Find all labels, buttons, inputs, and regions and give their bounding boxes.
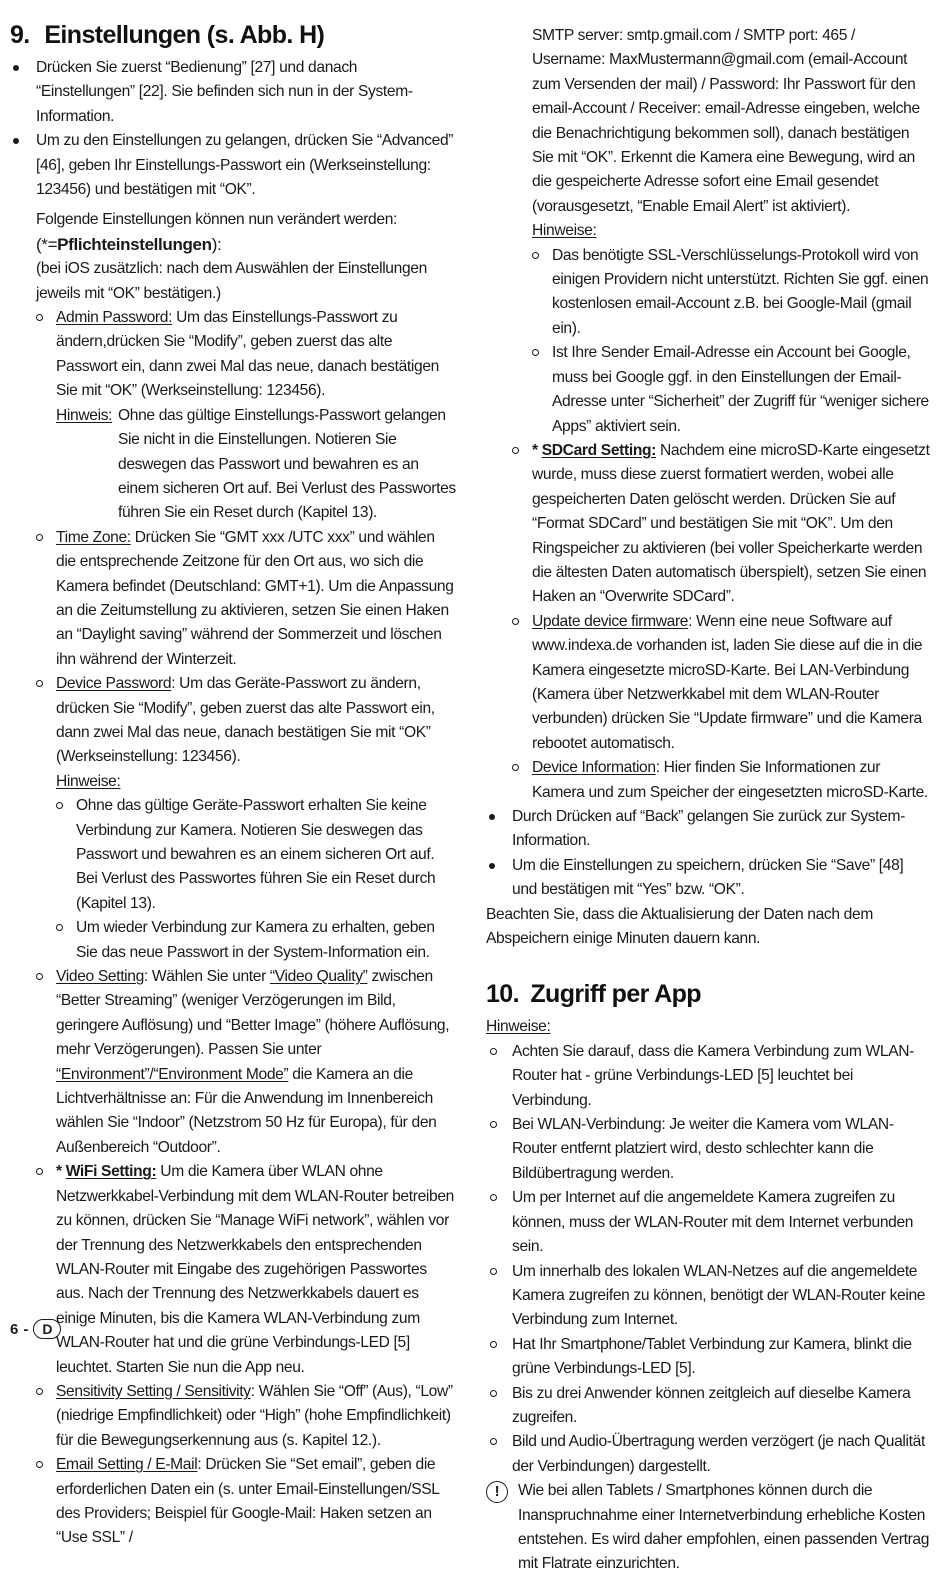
setting-label: Device Information — [532, 759, 656, 777]
device-hint: Um wieder Verbindung zur Kamera zu erhalten, geben Sie das neue Passwort in der System-Information ein. — [10, 916, 456, 965]
hint-text: Ohne das gültige Einstellungs-Passwort gelangen Sie nicht in die Einstellungen. Notieren Sie deswegen das Passwort und bewahren es an einem sicheren Ort auf. Bei Verlust des Passwortes führen Sie ein Reset durch (Kapitel 13). — [118, 406, 456, 522]
hint-label: Hinweis: — [56, 406, 113, 424]
app-hint: Bis zu drei Anwender können zeitgleich auf dieselbe Kamera zugreifen. — [486, 1382, 931, 1431]
cost-warning — [486, 1479, 931, 1577]
section-10-heading — [486, 979, 931, 1009]
email-hint: Ist Ihre Sender Email-Adresse ein Account bei Google, muss bei Google ggf. in den Einstellungen der Email-Adresse unter “Sicherheit” der Zugriff für “weniger sichere Apps” aktiviert sein. — [486, 341, 931, 439]
intro-text: Folgende Einstellungen können nun verändert werden: — [36, 211, 397, 229]
setting-label: Update device firmware — [532, 612, 689, 630]
setting-text: Um das Einstellungs-Passwort zu ändern,drücken Sie “Modify”, geben zuerst das alte Passwort ein, dann zwei Mal das neue, danach bestätigen Sie mit “OK” (Werkseinstellung: 123456). — [56, 309, 439, 400]
setting-wifi — [10, 1160, 456, 1380]
step-bullet: Durch Drücken auf “Back” gelangen Sie zurück zur System-Information. — [486, 805, 931, 854]
setting-time-zone — [10, 526, 456, 672]
setting-text: die Kamera an die Lichtverhältnisse an: Für die Anwendung im Innenbereich wählen Sie “Indoor” (Netzstrom 50 Hz für Europa), für den Außenbereich “Outdoor”. — [56, 1065, 437, 1156]
setting-text: : Um das Geräte-Passwort zu ändern, drücken Sie “Modify”, geben zuerst das alte Passwort ein, dann zwei Mal das neue, danach bestätigen Sie mit “OK” (Werkseinstellung: 123456). — [56, 675, 435, 766]
setting-admin-password — [10, 306, 456, 404]
app-hint: Bei WLAN-Verbindung: Je weiter die Kamera vom WLAN-Router entfernt platziert wird, desto schlechter kann die Bildübertragung werden. — [486, 1113, 931, 1186]
mandatory-star: * — [56, 1163, 66, 1181]
setting-device-info — [486, 756, 931, 805]
setting-sdcard — [486, 439, 931, 610]
warning-text: Wie bei allen Tablets / Smartphones können durch die Inanspruchnahme einer Internetverbindung erhebliche Kosten entstehen. Es wird daher empfohlen, einen passenden Vertrag mit Flatrate einzurichten. — [518, 1482, 930, 1573]
footer-dash: - — [23, 1320, 29, 1338]
step-bullet: Um die Einstellungen zu speichern, drücken Sie “Save” [48] und bestätigen mit “Yes” bzw. “OK”. — [486, 854, 931, 903]
setting-sensitivity — [10, 1380, 456, 1453]
mandatory-star: * — [532, 441, 542, 459]
environment-option: “Environment”/“Environment Mode” — [56, 1065, 289, 1083]
setting-label: Admin Password: — [56, 309, 173, 327]
right-column — [486, 20, 931, 1577]
legend-bold: Pflichteinstellungen — [57, 234, 212, 254]
section-title: Zugriff per App — [530, 980, 701, 1009]
setting-text: Um die Kamera über WLAN ohne Netzwerkkabel-Verbindung mit dem WLAN-Router betreiben zu können, drücken Sie “Manage WiFi network”, wählen vor der Trennung des Netzwerkkabels den entsprechenden WLAN-Router mit Eingabe des zugehörigen Passwortes aus. Nach der Trennung des Netzwerkkabels dauert es einige Minuten, bis die Kamera WLAN-Verbindung zum WLAN-Router hat und die grüne Verbindungs-LED [5] leuchtet. Starten Sie nun die App neu. — [56, 1163, 454, 1376]
app-hint: Um per Internet auf die angemeldete Kamera zugreifen zu können, muss der WLAN-Router mit dem Internet verbunden sein. — [486, 1186, 931, 1259]
hints-label: Hinweise: — [486, 1018, 551, 1036]
setting-text: : Wählen Sie unter — [143, 968, 270, 986]
admin-hint — [10, 404, 456, 526]
section-9-heading — [10, 20, 456, 50]
device-hint: Ohne das gültige Geräte-Passwort erhalten Sie keine Verbindung zur Kamera. Notieren Sie deswegen das Passwort und bewahren es an einem sicheren Ort auf. Bei Verlust des Passwortes führen Sie ein Reset durch (Kapitel 13). — [10, 794, 456, 916]
setting-label: WiFi Setting: — [65, 1163, 157, 1181]
setting-text: zwischen “Better Streaming” (weniger Verzögerungen im Bild, geringere Auflösung) und “Better Image” (höhere Auflösung, mehr Verzögerungen). Passen Sie unter — [56, 968, 450, 1059]
setting-text: Drücken Sie “GMT xxx /UTC xxx” und wählen die entsprechende Zeitzone für den Ort aus, wo sich die Kamera befindet (Deutschland: GMT+1). Um die Anpassung an die Zeitumstellung zu aktivieren, setzen Sie einen Haken an “Daylight saving” während der Sommerzeit und löschen ihn während der Winterzeit. — [56, 528, 454, 668]
email-hint: Das benötigte SSL-Verschlüsselungs-Protokoll wird von einigen Providern nicht unterstützt. Richten Sie ggf. einen kostenlosen email-Account z.B. bei Google-Mail (gmail ein). — [486, 244, 931, 342]
section-number: 10. — [486, 980, 519, 1009]
app-hint: Bild und Audio-Übertragung werden verzögert (je nach Qualität der Verbindungen) dargestellt. — [486, 1430, 931, 1479]
setting-text: : Hier finden Sie Informationen zur Kamera und zum Speicher der eingesetzten microSD-Karte. — [532, 759, 928, 801]
video-quality-option: “Video Quality” — [269, 968, 368, 986]
app-hint: Um innerhalb des lokalen WLAN-Netzes auf die angemeldete Kamera zugreifen zu können, benötigt der WLAN-Router keine Verbindung zum Internet. — [486, 1260, 931, 1333]
email-continued: SMTP server: smtp.gmail.com / SMTP port: 465 / Username: MaxMustermann@gmail.com (email-Account zum Versenden der mail) / Password: Ihr Passwort für den email-Account / Receiver: email-Adresse eingeben, welche die Benachrichtigung bekommen soll), danach bestätigen Sie mit “OK”. Erkennt die Kamera eine Bewegung, wird an die gespeicherte Adresse sofort eine Email gesendet (vorausgesetzt, “Enable Email Alert” ist aktiviert). — [532, 27, 920, 215]
legend-suffix: ): — [211, 234, 222, 254]
setting-text: : Drücken Sie “Set email”, geben die erforderlichen Daten ein (s. unter Email-Einstellungen/SSL des Providers; Beispiel für Google-Mail: Haken setzen an “Use SSL” / — [56, 1456, 440, 1547]
section-title: Einstellungen (s. Abb. H) — [44, 21, 325, 49]
setting-label: SDCard Setting: — [541, 441, 657, 459]
setting-label: Email Setting / E-Mail — [56, 1456, 198, 1474]
app-hint: Achten Sie darauf, dass die Kamera Verbindung zum WLAN-Router hat - grüne Verbindungs-LED [5] leuchtet bei Verbindung. — [486, 1040, 931, 1113]
hints-label: Hinweise: — [56, 772, 121, 790]
setting-label: Time Zone: — [56, 528, 131, 546]
page-number: 6 — [10, 1320, 19, 1338]
language-badge: D — [33, 1319, 61, 1339]
setting-label: Sensitivity Setting / Sensitivity — [56, 1382, 251, 1400]
hints-label: Hinweise: — [532, 222, 597, 240]
setting-device-password — [10, 672, 456, 770]
warning-icon: ! — [486, 1481, 508, 1503]
left-column — [10, 20, 456, 1551]
app-hint: Hat Ihr Smartphone/Tablet Verbindung zur Kamera, blinkt die grüne Verbindungs-LED [5]. — [486, 1333, 931, 1382]
setting-label: Video Setting — [56, 968, 144, 986]
setting-video — [10, 965, 456, 1160]
legend-prefix: (*= — [36, 234, 58, 254]
setting-text: Nachdem eine microSD-Karte eingesetzt wurde, muss diese zuerst formatiert werden, wobei alle gespeicherten Daten gelöscht werden. Drücken Sie auf “Format SDCard” und bestätigen Sie mit “OK”. Um den Ringspeicher zu aktivieren (bei voller Speicherkarte werden die ältesten Daten automatisch überspielt), setzen Sie einen Haken an “Overwrite SDCard”. — [532, 441, 930, 606]
update-note: Beachten Sie, dass die Aktualisierung der Daten nach dem Abspeichern einige Minuten dauern kann. — [486, 905, 873, 948]
ios-note: (bei iOS zusätzlich: nach dem Auswählen der Einstellungen jeweils mit “OK” bestätigen.) — [36, 260, 427, 302]
page-footer — [10, 1319, 61, 1339]
setting-text: : Wenn eine neue Software auf www.indexa.de vorhanden ist, laden Sie diese auf die in die Kamera eingesetzte microSD-Karte. Bei LAN-Verbindung (Kamera über Netzwerkkabel mit dem WLAN-Router verbunden) drücken Sie “Update firmware” und die Kamera rebootet automatisch. — [532, 612, 923, 752]
setting-email — [10, 1453, 456, 1551]
step-bullet: Um zu den Einstellungen zu gelangen, drücken Sie “Advanced” [46], geben Ihr Einstellungs-Passwort ein (Werkseinstellung: 123456) und bestätigen mit “OK”. — [10, 129, 456, 202]
step-bullet: Drücken Sie zuerst “Bedienung” [27] und danach “Einstellungen” [22]. Sie befinden sich nun in der System-Information. — [10, 56, 456, 129]
setting-text: : Wählen Sie “Off” (Aus), “Low” (niedrige Empfindlichkeit) oder “High” (hohe Empfindlichkeit) für die Bewegungserkennung aus (s. Kapitel 12.). — [56, 1382, 453, 1449]
section-number: 9. — [10, 21, 30, 49]
mandatory-legend — [10, 233, 456, 257]
setting-firmware — [486, 610, 931, 756]
setting-label: Device Password — [56, 675, 172, 693]
